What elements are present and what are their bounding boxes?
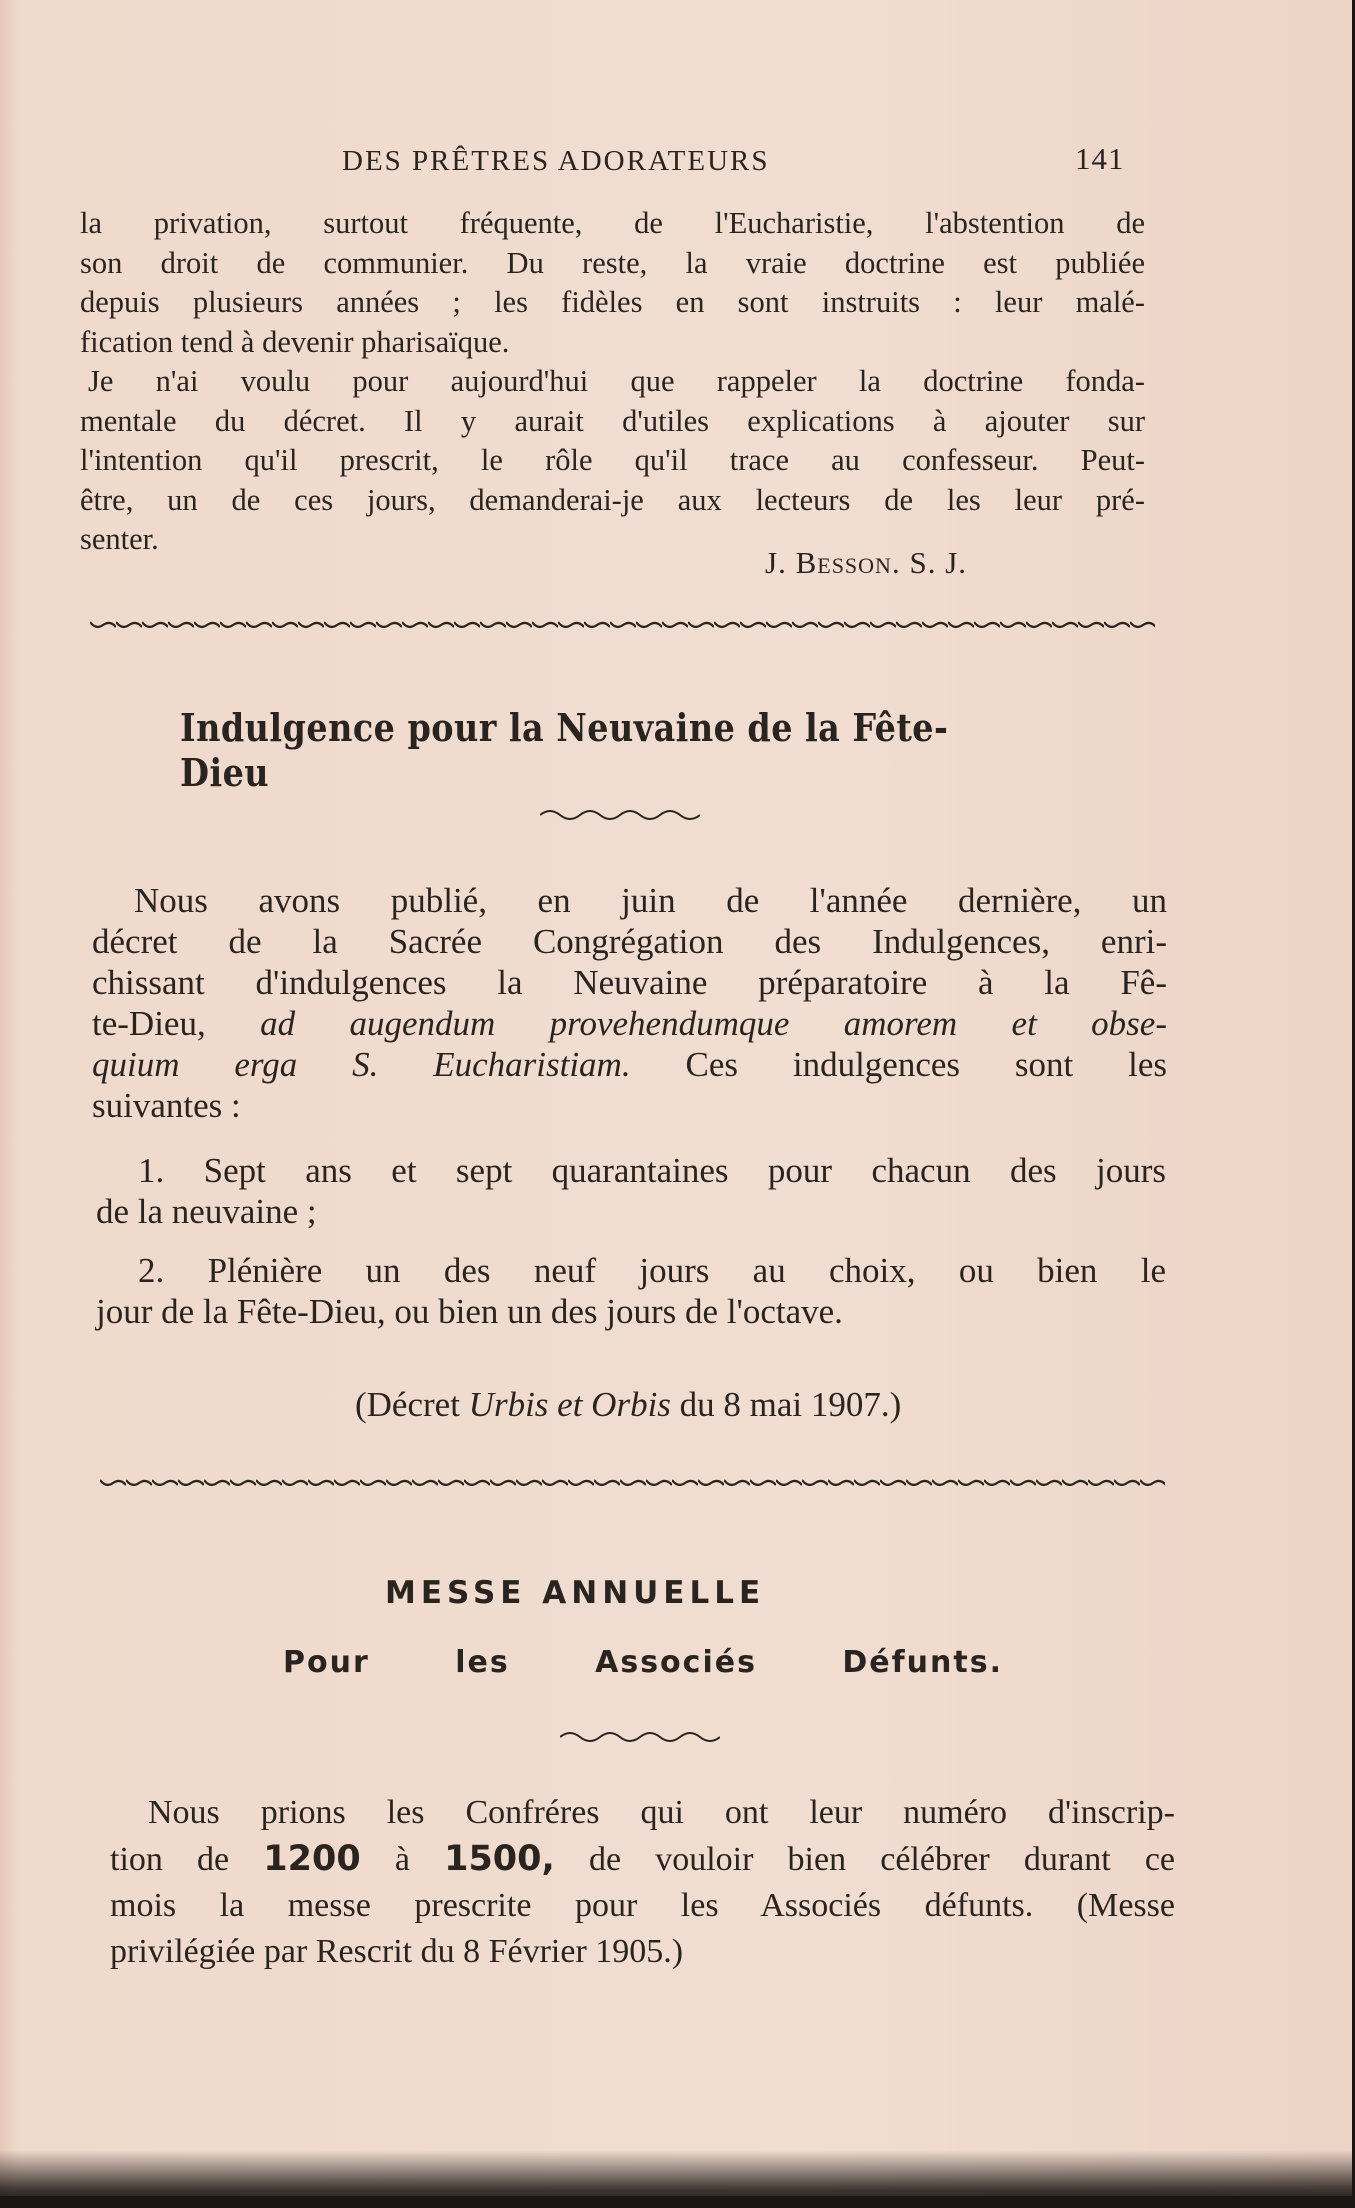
section-title-indulgence: Indulgence pour la Neuvaine de la Fête-Dieu	[180, 705, 949, 795]
ornamental-rule	[90, 618, 1155, 632]
text-line: être, un de ces jours, demanderai-je aux lecteurs de les leur pré-	[80, 482, 1145, 517]
text-line: senter.	[80, 522, 159, 556]
text-line: Nous prions les Confréres qui ont leur numéro d'inscrip-	[148, 1794, 1175, 1831]
ornamental-rule-graphic	[100, 1476, 1165, 1490]
text-line: te-Dieu, ad augendum provehendumque amorem et obse-	[92, 1004, 1167, 1043]
text-line: 1. Sept ans et sept quarantaines pour chacun des jours	[138, 1151, 1166, 1190]
text-line: décret de la Sacrée Congrégation des Indulgences, enri-	[92, 922, 1167, 961]
text-line: l'intention qu'il prescrit, le rôle qu'il trace au confesseur. Peut-	[80, 443, 1145, 477]
closing-paragraphs	[80, 204, 1145, 560]
text-line: fication tend à devenir pharisaïque.	[80, 324, 510, 359]
wave-divider	[540, 805, 700, 821]
text-line: mois la messe prescrite pour les Associés défunts. (Messe	[110, 1887, 1175, 1924]
running-title: DES PRÊTRES ADORATEURS	[342, 145, 770, 177]
text-line: la privation, surtout fréquente, de l'Eucharistie, l'abstention de	[80, 206, 1145, 240]
ornamental-rule	[100, 1476, 1165, 1490]
decree-reference: (Décret Urbis et Orbis du 8 mai 1907.)	[355, 1385, 902, 1424]
text-line: de la neuvaine ;	[96, 1192, 317, 1231]
indulgence-paragraph	[92, 880, 1167, 1126]
text-line: Nous avons publié, en juin de l'année dernière, un	[134, 881, 1167, 920]
text-line: privilégiée par Rescrit du 8 Février 1905.)	[110, 1933, 684, 1970]
ornamental-rule-graphic	[90, 618, 1155, 632]
list-item	[96, 1150, 1166, 1232]
text-line: Je n'ai voulu pour aujourd'hui que rappeler la doctrine fonda-	[88, 364, 1145, 398]
text-line: depuis plusieurs années ; les fidèles en sont instruits : leur malé-	[80, 285, 1145, 319]
text-line: 2. Plénière un des neuf jours au choix, ou bien le	[138, 1251, 1166, 1290]
text-line: mentale du décret. Il y aurait d'utiles explications à ajouter sur	[80, 403, 1145, 438]
section-title-messe: MESSE ANNUELLE	[385, 1575, 766, 1611]
text-line: jour de la Fête-Dieu, ou bien un des jours de l'octave.	[96, 1292, 843, 1331]
text-line: suivantes :	[92, 1086, 241, 1125]
text-line: tion de 1200 à 1500, de vouloir bien célébrer durant ce	[110, 1839, 1176, 1879]
section-subtitle: Pour les Associés Défunts.	[283, 1645, 1003, 1680]
text-line: chissant d'indulgences la Neuvaine préparatoire à la Fê-	[92, 963, 1167, 1002]
scan-bottom-edge	[0, 2150, 1355, 2208]
list-item	[96, 1250, 1166, 1332]
text-line: quium erga S. Eucharistiam. Ces indulgences sont les	[92, 1045, 1167, 1084]
text-line: son droit de communier. Du reste, la vraie doctrine est publiée	[80, 245, 1145, 280]
wave-divider	[560, 1727, 720, 1743]
page-number: 141	[1075, 141, 1125, 176]
author-signature: J. Besson. S. J.	[765, 545, 968, 580]
messe-paragraph	[110, 1790, 1175, 1975]
